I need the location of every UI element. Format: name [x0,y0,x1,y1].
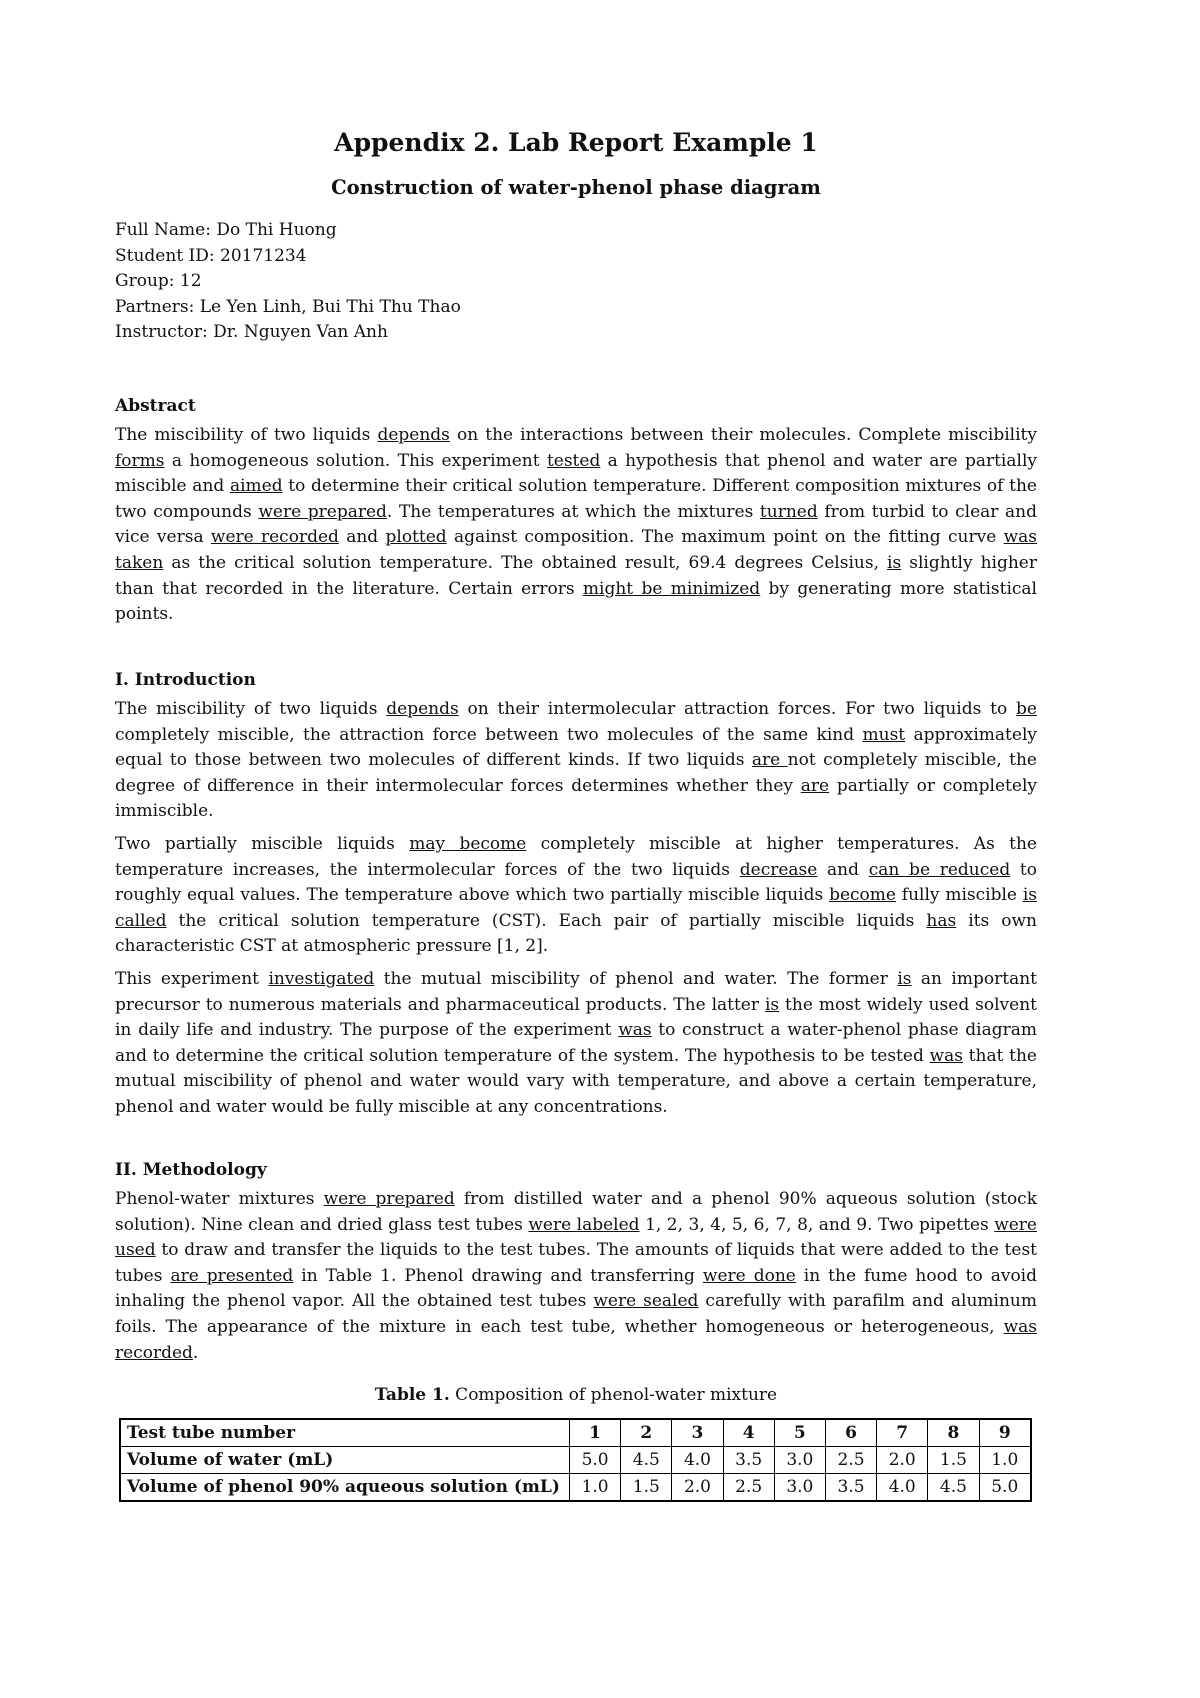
text-run: from turbid to clear and vice versa [115,501,1037,548]
table-cell: 1.5 [928,1447,979,1474]
table-cell: 6 [825,1419,876,1447]
table-cell: 3.0 [774,1447,825,1474]
text-run: a hypothesis that phenol and water are partially miscible and [115,450,1037,497]
underlined-text: forms [115,450,165,471]
abstract-paragraph [115,423,1037,628]
table-caption-text: Composition of phenol-water mixture [449,1385,778,1405]
underlined-text: was [618,1020,652,1041]
underlined-text: is called [115,885,1037,931]
underlined-text: is [764,994,780,1015]
text-run: on the interactions between their molecules. Complete miscibility [449,425,1037,445]
text-run: in the fume hood to avoid inhaling the phenol vapor. All the obtained test tubes [115,1265,1037,1312]
table-cell: 1.0 [979,1447,1031,1474]
text-run: an important precursor to numerous materials and pharmaceutical products. The latter [115,968,1037,1015]
methodology-heading: II. Methodology [115,1160,267,1180]
underlined-text: were prepared [323,1189,455,1209]
underlined-text: can be reduced [868,859,1011,880]
text-run: completely miscible, the attraction force between two molecules of the same kind [115,724,863,745]
underlined-text: were used [115,1214,1037,1261]
row-label: Volume of phenol 90% aqueous solution (mL) [120,1474,570,1502]
underlined-text: depends [386,699,459,719]
text-run: as the critical solution temperature. The obtained result, 69.4 degrees Celsius, [163,552,888,573]
text-run: in Table 1. Phenol drawing and transferring [293,1265,703,1286]
underlined-text: is [897,968,912,989]
text-run: The miscibility of two liquids [115,699,387,719]
underlined-text: were labeled [528,1214,640,1235]
table-cell: 5.0 [979,1474,1031,1502]
underlined-text: turned [759,501,818,522]
underlined-text: aimed [229,476,283,497]
row-label: Test tube number [120,1419,570,1447]
text-run: The miscibility of two liquids [115,425,378,445]
text-run: completely miscible at higher temperatures. As the temperature increases, the intermolecular forces of the two liquids [115,833,1037,880]
abstract-heading: Abstract [115,396,196,416]
text-run: fully miscible [895,885,1023,906]
introduction-paragraph [115,967,1037,1121]
table-caption-label: Table 1. [374,1385,450,1405]
text-run: its own characteristic CST at atmospheric pressure [1, 2]. [115,910,1037,957]
table-cell: 3 [672,1419,723,1447]
table-cell: 2.5 [825,1447,876,1474]
text-run: to draw and transfer the liquids to the test tubes. The amounts of liquids that were added to the test tubes [115,1240,1037,1286]
group: Group: 12 [115,271,202,291]
underlined-text: decrease [739,859,818,880]
underlined-text: tested [546,450,601,471]
introduction-body [115,697,1037,1121]
abstract-body [115,423,1037,628]
underlined-text: was recorded [115,1316,1037,1363]
text-run: . The temperatures at which the mixtures [386,501,760,522]
underlined-text: were recorded [210,527,339,548]
underlined-text: has [926,910,957,931]
underlined-text: is [887,552,902,573]
text-run: not completely miscible, the degree of difference in their intermolecular forces determines whether they [115,750,1037,796]
introduction-paragraph [115,697,1037,825]
underlined-text: might be minimized [582,578,761,599]
text-run: This experiment [115,968,269,989]
text-run: Phenol-water mixtures [115,1189,324,1209]
underlined-text: were prepared [258,501,387,522]
text-run: partially or completely immiscible. [115,775,1037,822]
text-run: to roughly equal values. The temperature above which two partially miscible liquids [115,859,1037,906]
table-cell: 2.0 [672,1474,723,1502]
text-run: approximately equal to those between two molecules of different kinds. If two liquids [115,724,1037,771]
underlined-text: may become [409,833,527,854]
table-cell: 2.0 [877,1447,928,1474]
table-cell: 8 [928,1419,979,1447]
underlined-text: are [751,750,788,771]
table-cell: 3.5 [825,1474,876,1502]
full-name: Full Name: Do Thi Huong [115,220,337,240]
student-info [115,218,461,346]
methodology-paragraph [115,1187,1037,1366]
text-run: from distilled water and a phenol 90% aqueous solution (stock solution). Nine clean and dried glass test tubes [115,1189,1037,1235]
underlined-text: were sealed [593,1291,699,1312]
text-run: to construct a water-phenol phase diagram and to determine the critical solution temperature of the system. The hypothesis to be tested [115,1020,1037,1066]
table-cell: 4.5 [928,1474,979,1502]
document-subtitle: Construction of water-phenol phase diagram [331,176,821,199]
text-run: by generating more statistical points. [115,578,1037,625]
underlined-text: are presented [170,1265,294,1286]
table-cell: 7 [877,1419,928,1447]
table-cell: 2.5 [723,1474,774,1502]
underlined-text: be [1016,699,1037,719]
text-run: Two partially miscible liquids [115,833,410,854]
underlined-text: was taken [115,527,1037,573]
table-cell: 1.0 [570,1474,621,1502]
table-cell: 9 [979,1419,1031,1447]
underlined-text: investigated [268,968,375,989]
text-run: . [192,1342,199,1363]
underlined-text: are [800,775,830,796]
text-run: the critical solution temperature (CST). Each pair of partially miscible liquids [166,910,927,931]
table-caption [115,1385,1037,1405]
student-id: Student ID: 20171234 [115,245,307,266]
text-run: to determine their critical solution temperature. Different composition mixtures of the two compounds [115,476,1037,522]
underlined-text: was [929,1045,963,1066]
text-run: on their intermolecular attraction forces. For two liquids to [458,699,1017,719]
text-run: and [338,527,386,548]
underlined-text: were done [702,1265,796,1286]
table-cell: 1 [570,1419,621,1447]
text-run: the most widely used solvent in daily life and industry. The purpose of the experiment [115,994,1037,1041]
underlined-text: become [829,885,896,906]
introduction-paragraph [115,832,1037,960]
text-run: slightly higher than that recorded in the literature. Certain errors [115,552,1037,599]
text-run: the mutual miscibility of phenol and water. The former [374,968,898,989]
table-cell: 1.5 [621,1474,672,1502]
composition-table [119,1418,1032,1502]
text-run: a homogeneous solution. This experiment [164,450,547,471]
table-row [120,1447,1031,1474]
table-cell: 3.0 [774,1474,825,1502]
underlined-text: must [862,724,906,745]
table-row [120,1474,1031,1502]
underlined-text: depends [377,425,450,445]
text-run: 1, 2, 3, 4, 5, 6, 7, 8, and 9. Two pipettes [639,1214,995,1235]
table-cell: 2 [621,1419,672,1447]
row-label: Volume of water (mL) [120,1447,570,1474]
document-title: Appendix 2. Lab Report Example 1 [334,128,818,157]
text-run: and [817,859,869,880]
table-row [120,1419,1031,1447]
text-run: against composition. The maximum point on the fitting curve [446,527,1004,548]
table-cell: 5.0 [570,1447,621,1474]
table-cell: 4 [723,1419,774,1447]
table-cell: 4.0 [672,1447,723,1474]
table-cell: 4.5 [621,1447,672,1474]
methodology-body [115,1187,1037,1366]
text-run: that the mutual miscibility of phenol and water would vary with temperature, and above a certain temperature, phenol and water would be fully miscible at any concentrations. [115,1045,1037,1117]
partners: Partners: Le Yen Linh, Bui Thi Thu Thao [115,296,461,317]
underlined-text: plotted [385,527,447,548]
table-cell: 3.5 [723,1447,774,1474]
instructor: Instructor: Dr. Nguyen Van Anh [115,322,388,342]
introduction-heading: I. Introduction [115,670,256,690]
table-cell: 4.0 [877,1474,928,1502]
text-run: carefully with parafilm and aluminum foils. The appearance of the mixture in each test tube, whether homogeneous or heterogeneous, [115,1291,1037,1337]
table-cell: 5 [774,1419,825,1447]
